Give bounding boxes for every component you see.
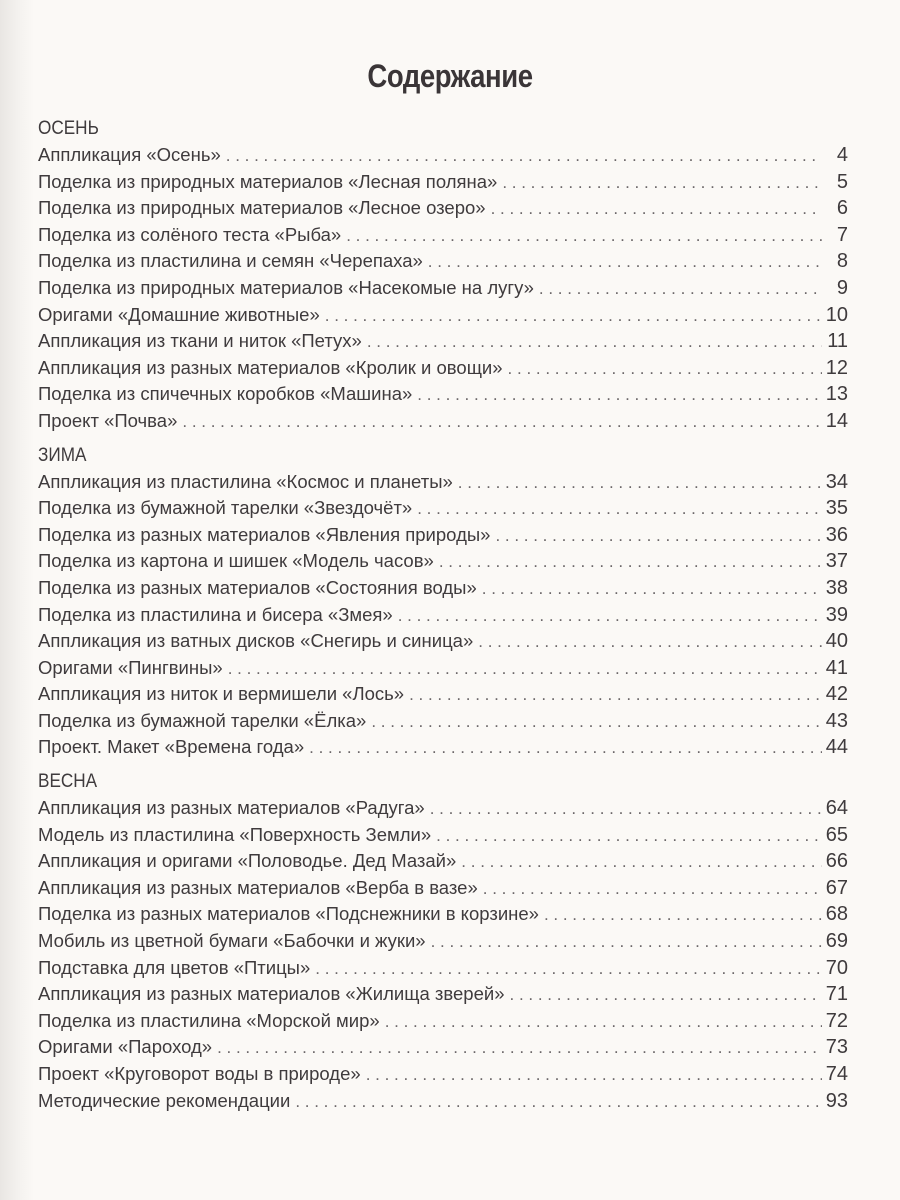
toc-entry[interactable] [38, 381, 848, 408]
toc-entry[interactable] [38, 275, 848, 302]
toc-entry[interactable] [38, 222, 848, 249]
entry-label: Аппликация из разных материалов «Верба в вазе» [38, 876, 478, 898]
entry-page-number: 35 [825, 497, 848, 520]
entry-page-number: 70 [825, 956, 848, 979]
entry-label: Поделка из разных материалов «Явления природы» [38, 523, 491, 545]
toc-entry[interactable] [38, 355, 848, 382]
entry-label: Поделка из спичечных коробков «Машина» [38, 383, 413, 405]
dot-leader [398, 603, 822, 630]
entry-page-number: 42 [825, 683, 848, 706]
entry-page-number: 71 [825, 983, 848, 1006]
entry-page-number: 73 [825, 1036, 848, 1059]
entry-label: Оригами «Пингвины» [38, 656, 223, 678]
toc-entry[interactable] [38, 655, 848, 682]
section-winter [38, 441, 848, 762]
entry-label: Методические рекомендации [38, 1089, 291, 1111]
dot-leader [309, 735, 822, 762]
entry-page-number: 6 [836, 197, 848, 220]
entry-label: Поделка из разных материалов «Состояния воды» [38, 576, 477, 598]
entry-label: Аппликация «Осень» [38, 144, 221, 165]
entry-page-number: 43 [825, 709, 848, 732]
toc-entry[interactable] [38, 795, 848, 822]
section-title: ЗИМА [38, 443, 87, 466]
entry-label: Поделка из бумажной тарелки «Звездочёт» [38, 497, 413, 519]
toc-entry[interactable] [38, 681, 848, 708]
entry-page-number: 36 [825, 523, 848, 546]
dot-leader [366, 1062, 822, 1089]
entry-label: Поделка из природных материалов «Насекомые на лугу» [38, 276, 534, 298]
entry-page-number: 12 [825, 356, 848, 379]
dot-leader [431, 929, 822, 956]
dot-leader [510, 982, 822, 1009]
dot-leader [346, 223, 822, 250]
toc-entry[interactable] [38, 1088, 848, 1115]
dot-leader [539, 276, 822, 303]
dot-leader [182, 409, 821, 436]
entry-page-number: 13 [825, 383, 848, 406]
table-of-contents [38, 114, 848, 1114]
entry-page-number: 10 [825, 303, 848, 326]
toc-entry[interactable] [38, 1061, 848, 1088]
dot-leader [482, 576, 822, 603]
entry-label: Поделка из природных материалов «Лесное озеро» [38, 197, 486, 219]
entry-label: Оригами «Домашние животные» [38, 303, 320, 325]
entry-page-number: 5 [836, 170, 848, 193]
toc-entry[interactable] [38, 469, 848, 496]
entry-label: Аппликация из ватных дисков «Снегирь и синица» [38, 630, 474, 652]
toc-entry[interactable] [38, 734, 848, 761]
dot-leader [439, 549, 822, 576]
dot-leader [483, 876, 822, 903]
dot-leader [295, 1089, 821, 1116]
toc-entry[interactable] [38, 901, 848, 928]
entry-page-number: 68 [825, 903, 848, 926]
section-autumn [38, 114, 848, 435]
entry-label: Проект. Макет «Времена года» [38, 736, 305, 758]
dot-leader [436, 823, 822, 850]
dot-leader [478, 629, 822, 656]
toc-entry[interactable] [38, 848, 848, 875]
toc-entry[interactable] [38, 522, 848, 549]
entry-page-number: 44 [825, 736, 848, 759]
toc-entry[interactable] [38, 195, 848, 222]
entry-label: Мобиль из цветной бумаги «Бабочки и жуки» [38, 930, 426, 952]
entry-label: Аппликация из ниток и вермишели «Лось» [38, 683, 405, 705]
section-title: ВЕСНА [38, 770, 98, 793]
entry-page-number: 64 [825, 797, 848, 820]
dot-leader [315, 956, 821, 983]
toc-entry[interactable] [38, 981, 848, 1008]
dot-leader [495, 523, 821, 550]
entry-page-number: 93 [825, 1089, 848, 1112]
entry-page-number: 14 [825, 409, 848, 432]
entry-label: Аппликация и оригами «Половодье. Дед Мазай» [38, 850, 457, 872]
entry-label: Аппликация из ткани и ниток «Петух» [38, 330, 362, 352]
dot-leader [417, 382, 821, 409]
toc-entry[interactable] [38, 302, 848, 329]
page-title: Содержание [367, 58, 533, 94]
entry-page-number: 38 [825, 576, 848, 599]
entry-label: Поделка из пластилина «Морской мир» [38, 1009, 380, 1031]
dot-leader [430, 796, 822, 823]
entry-label: Модель из пластилина «Поверхность Земли» [38, 823, 432, 845]
dot-leader [226, 143, 822, 170]
dot-leader [228, 656, 822, 683]
entry-page-number: 41 [825, 656, 848, 679]
dot-leader [544, 902, 822, 929]
toc-entry[interactable] [38, 328, 848, 355]
entry-label: Поделка из пластилина и бисера «Змея» [38, 603, 393, 625]
toc-entry[interactable] [38, 248, 848, 275]
entry-page-number: 74 [825, 1063, 848, 1085]
toc-entry[interactable] [38, 955, 848, 982]
toc-entry[interactable] [38, 169, 848, 196]
entry-page-number: 9 [836, 276, 848, 299]
entry-label: Аппликация из разных материалов «Жилища зверей» [38, 983, 505, 1005]
entry-label: Поделка из пластилина и семян «Черепаха» [38, 250, 423, 272]
dot-leader [508, 356, 822, 383]
dot-leader [502, 170, 822, 197]
toc-entry[interactable] [38, 142, 848, 169]
dot-leader [428, 249, 822, 276]
entry-page-number: 7 [836, 223, 848, 246]
page-binding-shadow [0, 0, 34, 1200]
entry-page-number: 37 [825, 550, 848, 573]
entry-page-number: 69 [825, 930, 848, 953]
toc-entry[interactable] [38, 1034, 848, 1061]
entry-page-number: 66 [825, 850, 848, 873]
toc-entry[interactable] [38, 602, 848, 629]
dot-leader [371, 709, 821, 736]
entry-label: Поделка из солёного теста «Рыба» [38, 223, 342, 245]
entry-label: Проект «Почва» [38, 409, 178, 431]
toc-entry[interactable] [38, 408, 848, 435]
entry-page-number: 11 [827, 330, 848, 353]
toc-entry[interactable] [38, 495, 848, 522]
entry-page-number: 40 [825, 630, 848, 653]
entry-page-number: 39 [825, 603, 848, 626]
toc-entry[interactable] [38, 1008, 848, 1035]
toc-entry[interactable] [38, 875, 848, 902]
dot-leader [325, 303, 822, 330]
toc-entry[interactable] [38, 928, 848, 955]
dot-leader [461, 849, 821, 876]
dot-leader [367, 329, 822, 356]
toc-entry[interactable] [38, 628, 848, 655]
entry-page-number: 67 [825, 876, 848, 899]
entry-label: Поделка из бумажной тарелки «Ёлка» [38, 709, 367, 731]
entry-label: Аппликация из пластилина «Космос и планеты» [38, 470, 453, 492]
entry-label: Проект «Круговорот воды в природе» [38, 1063, 361, 1084]
entry-page-number: 34 [825, 470, 848, 493]
entry-label: Подставка для цветов «Птицы» [38, 956, 311, 978]
toc-entry[interactable] [38, 575, 848, 602]
entry-label: Оригами «Пароход» [38, 1036, 213, 1058]
dot-leader [458, 470, 822, 497]
dot-leader [491, 196, 822, 223]
entry-label: Поделка из разных материалов «Подснежники в корзине» [38, 903, 539, 925]
dot-leader [217, 1035, 822, 1062]
entry-label: Поделка из картона и шишек «Модель часов» [38, 550, 434, 572]
entry-page-number: 72 [825, 1009, 848, 1032]
dot-leader [385, 1009, 822, 1036]
entry-label: Аппликация из разных материалов «Кролик и овощи» [38, 356, 503, 378]
entry-page-number: 65 [825, 823, 848, 846]
section-spring [38, 767, 848, 1114]
section-title: ОСЕНЬ [38, 117, 99, 139]
entry-page-number: 8 [836, 250, 848, 273]
toc-entry[interactable] [38, 822, 848, 849]
entry-label: Аппликация из разных материалов «Радуга» [38, 797, 425, 819]
toc-entry[interactable] [38, 708, 848, 735]
dot-leader [417, 496, 822, 523]
dot-leader [409, 682, 822, 709]
entry-page-number: 4 [836, 144, 848, 166]
entry-label: Поделка из природных материалов «Лесная поляна» [38, 170, 498, 192]
toc-entry[interactable] [38, 548, 848, 575]
